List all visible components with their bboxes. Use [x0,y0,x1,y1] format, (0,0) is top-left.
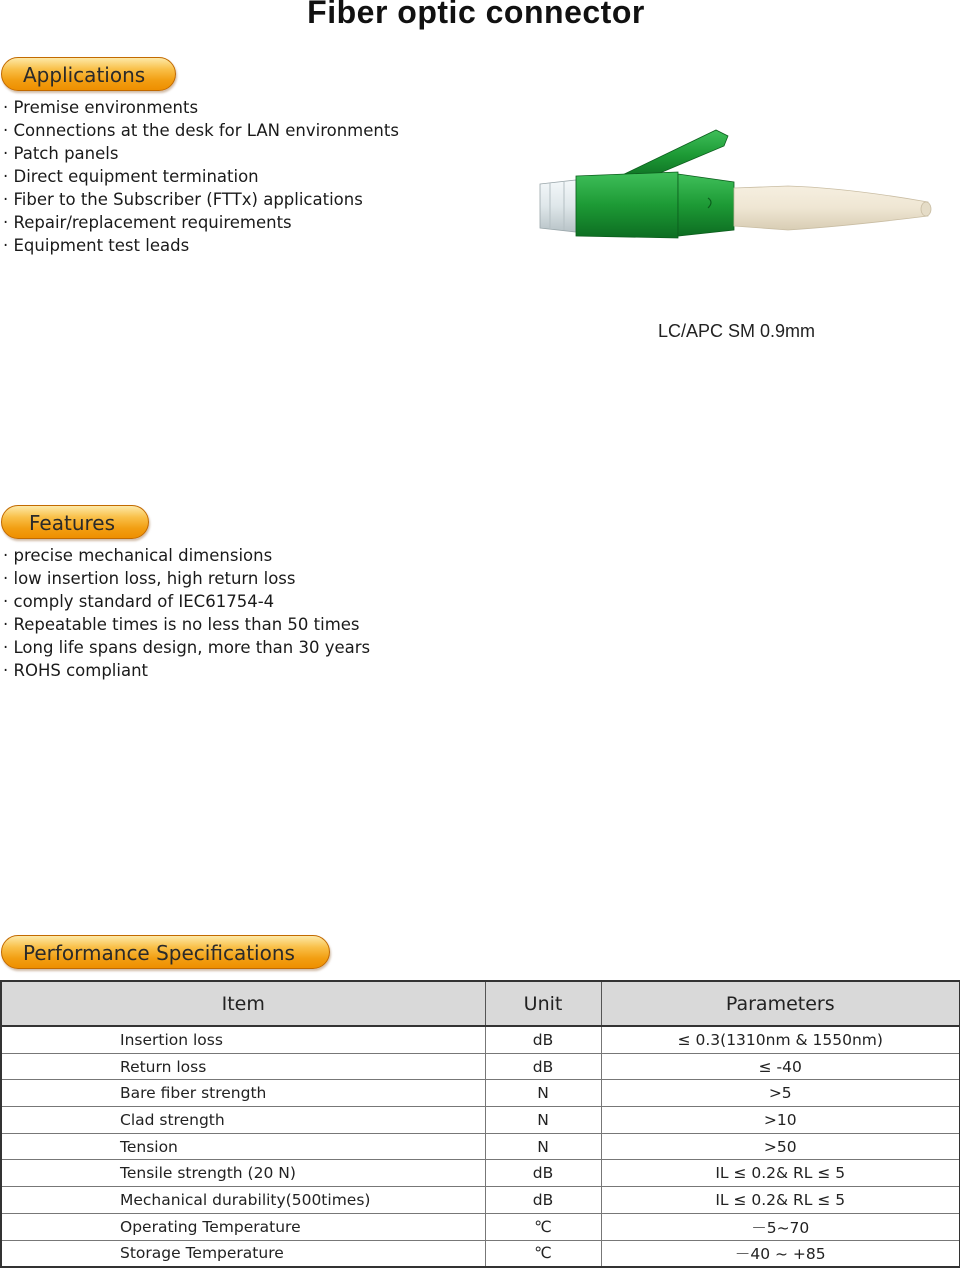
list-item: · Patch panels [3,142,399,165]
features-list [3,544,370,682]
cell-param: IL ≤ 0.2& RL ≤ 5 [601,1187,960,1214]
list-item: · Repeatable times is no less than 50 times [3,613,370,636]
applications-list [3,96,399,257]
cell-item: Insertion loss [1,1026,485,1053]
list-item: · comply standard of IEC61754-4 [3,590,370,613]
cell-unit: N [485,1107,601,1134]
list-item: · precise mechanical dimensions [3,544,370,567]
cell-item: Storage Temperature [1,1240,485,1267]
cell-unit: ℃ [485,1240,601,1267]
table-row [1,1213,960,1240]
table-row [1,1133,960,1160]
cell-unit: dB [485,1187,601,1214]
list-item: · Equipment test leads [3,234,399,257]
table-row [1,1080,960,1107]
column-header-unit: Unit [485,981,601,1026]
lc-connector-image [528,122,933,240]
list-item: · Fiber to the Subscriber (FTTx) applications [3,188,399,211]
cell-unit: N [485,1133,601,1160]
column-header-parameters: Parameters [601,981,960,1026]
cell-item: Tension [1,1133,485,1160]
cell-unit: dB [485,1053,601,1080]
cell-item: Tensile strength (20 N) [1,1160,485,1187]
column-header-item: Item [1,981,485,1026]
cell-unit: dB [485,1026,601,1053]
cell-item: Return loss [1,1053,485,1080]
cell-param: >10 [601,1107,960,1134]
table-row [1,1026,960,1053]
cell-item: Mechanical durability(500times) [1,1187,485,1214]
table-header-row [1,981,960,1026]
cell-param: －5~70 [601,1213,960,1240]
specs-table [0,980,960,1268]
cell-param: IL ≤ 0.2& RL ≤ 5 [601,1160,960,1187]
list-item: · low insertion loss, high return loss [3,567,370,590]
table-row [1,1053,960,1080]
table-row [1,1187,960,1214]
cell-param: >50 [601,1133,960,1160]
cell-param: ≤ 0.3(1310nm & 1550nm) [601,1026,960,1053]
product-caption: LC/APC SM 0.9mm [658,321,816,341]
cell-unit: N [485,1080,601,1107]
applications-heading: Applications [1,57,176,91]
features-heading: Features [1,505,149,539]
cell-item: Operating Temperature [1,1213,485,1240]
list-item: · Premise environments [3,96,399,119]
cell-param: －40 ~ +85 [601,1240,960,1267]
table-row [1,1240,960,1267]
list-item: · Direct equipment termination [3,165,399,188]
cell-item: Bare fiber strength [1,1080,485,1107]
cell-unit: ℃ [485,1213,601,1240]
cell-param: >5 [601,1080,960,1107]
cell-param: ≤ -40 [601,1053,960,1080]
page-title: Fiber optic connector [307,0,645,30]
table-row [1,1160,960,1187]
list-item: · Long life spans design, more than 30 years [3,636,370,659]
list-item: · Connections at the desk for LAN environments [3,119,399,142]
table-row [1,1107,960,1134]
list-item: · Repair/replacement requirements [3,211,399,234]
list-item: · ROHS compliant [3,659,370,682]
cell-unit: dB [485,1160,601,1187]
specs-heading: Performance Specifications [1,935,330,969]
cell-item: Clad strength [1,1107,485,1134]
